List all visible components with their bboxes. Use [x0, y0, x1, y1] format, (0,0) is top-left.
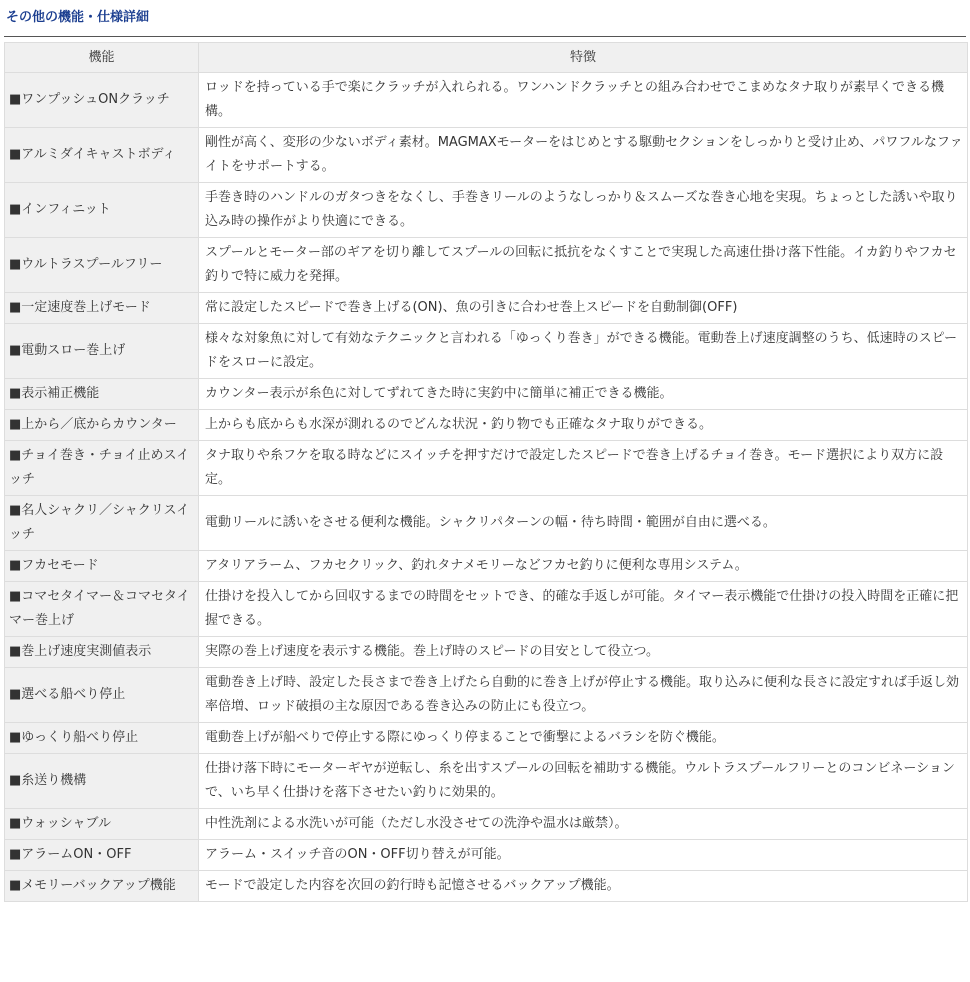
feature-cell: ■表示補正機能 — [5, 379, 199, 410]
description-cell: 電動巻き上げ時、設定した長さまで巻き上げたら自動的に巻き上げが停止する機能。取り込みに便利な長さに設定すれば手返し効率倍増、ロッド破損の主な原因である巻き込みの防止にも役立つ。 — [199, 668, 968, 723]
feature-cell: ■フカセモード — [5, 551, 199, 582]
table-row — [5, 809, 968, 840]
feature-cell: ■選べる船べり停止 — [5, 668, 199, 723]
table-row — [5, 723, 968, 754]
feature-cell: ■電動スロー巻上げ — [5, 324, 199, 379]
header-description: 特徴 — [199, 43, 968, 73]
table-row — [5, 582, 968, 637]
table-row — [5, 754, 968, 809]
description-cell: 中性洗剤による水洗いが可能（ただし水没させての洗浄や温水は厳禁）。 — [199, 809, 968, 840]
description-cell: タナ取りや糸フケを取る時などにスイッチを押すだけで設定したスピードで巻き上げるチョイ巻き。モード選択により双方に設定。 — [199, 441, 968, 496]
table-row — [5, 293, 968, 324]
feature-cell: ■名人シャクリ／シャクリスイッチ — [5, 496, 199, 551]
feature-cell: ■巻上げ速度実測値表示 — [5, 637, 199, 668]
spec-table — [4, 42, 968, 902]
feature-cell: ■インフィニット — [5, 183, 199, 238]
description-cell: 実際の巻上げ速度を表示する機能。巻上げ時のスピードの目安として役立つ。 — [199, 637, 968, 668]
table-row — [5, 840, 968, 871]
feature-cell: ■アルミダイキャストボディ — [5, 128, 199, 183]
description-cell: 様々な対象魚に対して有効なテクニックと言われる「ゆっくり巻き」ができる機能。電動巻上げ速度調整のうち、低速時のスピードをスローに設定。 — [199, 324, 968, 379]
description-cell: 電動リールに誘いをさせる便利な機能。シャクリパターンの幅・待ち時間・範囲が自由に選べる。 — [199, 496, 968, 551]
description-cell: 仕掛け落下時にモーターギヤが逆転し、糸を出すスプールの回転を補助する機能。ウルトラスプールフリーとのコンビネーションで、いち早く仕掛けを落下させたい釣りに効果的。 — [199, 754, 968, 809]
feature-cell: ■ウォッシャブル — [5, 809, 199, 840]
feature-cell: ■メモリーバックアップ機能 — [5, 871, 199, 902]
table-row — [5, 410, 968, 441]
table-row — [5, 238, 968, 293]
table-row — [5, 128, 968, 183]
feature-cell: ■ウルトラスプールフリー — [5, 238, 199, 293]
description-cell: スプールとモーター部のギアを切り離してスプールの回転に抵抗をなくすことで実現した高速仕掛け落下性能。イカ釣りやフカセ釣りで特に威力を発揮。 — [199, 238, 968, 293]
feature-cell: ■アラームON・OFF — [5, 840, 199, 871]
feature-cell: ■コマセタイマー＆コマセタイマー巻上げ — [5, 582, 199, 637]
table-row — [5, 551, 968, 582]
description-cell: モードで設定した内容を次回の釣行時も記憶させるバックアップ機能。 — [199, 871, 968, 902]
table-row — [5, 324, 968, 379]
table-row — [5, 441, 968, 496]
feature-cell: ■一定速度巻上げモード — [5, 293, 199, 324]
table-body — [5, 73, 968, 902]
feature-cell: ■上から／底からカウンター — [5, 410, 199, 441]
description-cell: 剛性が高く、変形の少ないボディ素材。MAGMAXモーターをはじめとする駆動セクションをしっかりと受け止め、パワフルなファイトをサポートする。 — [199, 128, 968, 183]
feature-cell: ■糸送り機構 — [5, 754, 199, 809]
table-row — [5, 668, 968, 723]
description-cell: アラーム・スイッチ音のON・OFF切り替えが可能。 — [199, 840, 968, 871]
description-cell: カウンター表示が糸色に対してずれてきた時に実釣中に簡単に補正できる機能。 — [199, 379, 968, 410]
description-cell: 上からも底からも水深が測れるのでどんな状況・釣り物でも正確なタナ取りができる。 — [199, 410, 968, 441]
description-cell: 仕掛けを投入してから回収するまでの時間をセットでき、的確な手返しが可能。タイマー表示機能で仕掛けの投入時間を正確に把握できる。 — [199, 582, 968, 637]
table-row — [5, 871, 968, 902]
feature-cell: ■ワンプッシュONクラッチ — [5, 73, 199, 128]
table-row — [5, 379, 968, 410]
table-row — [5, 183, 968, 238]
title-divider — [4, 36, 966, 37]
header-feature: 機能 — [5, 43, 199, 73]
description-cell: 常に設定したスピードで巻き上げる(ON)、魚の引きに合わせ巻上スピードを自動制御(OFF) — [199, 293, 968, 324]
table-row — [5, 637, 968, 668]
description-cell: ロッドを持っている手で楽にクラッチが入れられる。ワンハンドクラッチとの組み合わせでこまめなタナ取りが素早くできる機構。 — [199, 73, 968, 128]
description-cell: アタリアラーム、フカセクリック、釣れタナメモリーなどフカセ釣りに便利な専用システム。 — [199, 551, 968, 582]
table-header-row — [5, 43, 968, 73]
table-row — [5, 73, 968, 128]
feature-cell: ■チョイ巻き・チョイ止めスイッチ — [5, 441, 199, 496]
section-title: その他の機能・仕様詳細 — [6, 10, 150, 25]
feature-cell: ■ゆっくり船べり停止 — [5, 723, 199, 754]
table-row — [5, 496, 968, 551]
description-cell: 電動巻上げが船べりで停止する際にゆっくり停まることで衝撃によるバラシを防ぐ機能。 — [199, 723, 968, 754]
description-cell: 手巻き時のハンドルのガタつきをなくし、手巻きリールのようなしっかり＆スムーズな巻き心地を実現。ちょっとした誘いや取り込み時の操作がより快適にできる。 — [199, 183, 968, 238]
